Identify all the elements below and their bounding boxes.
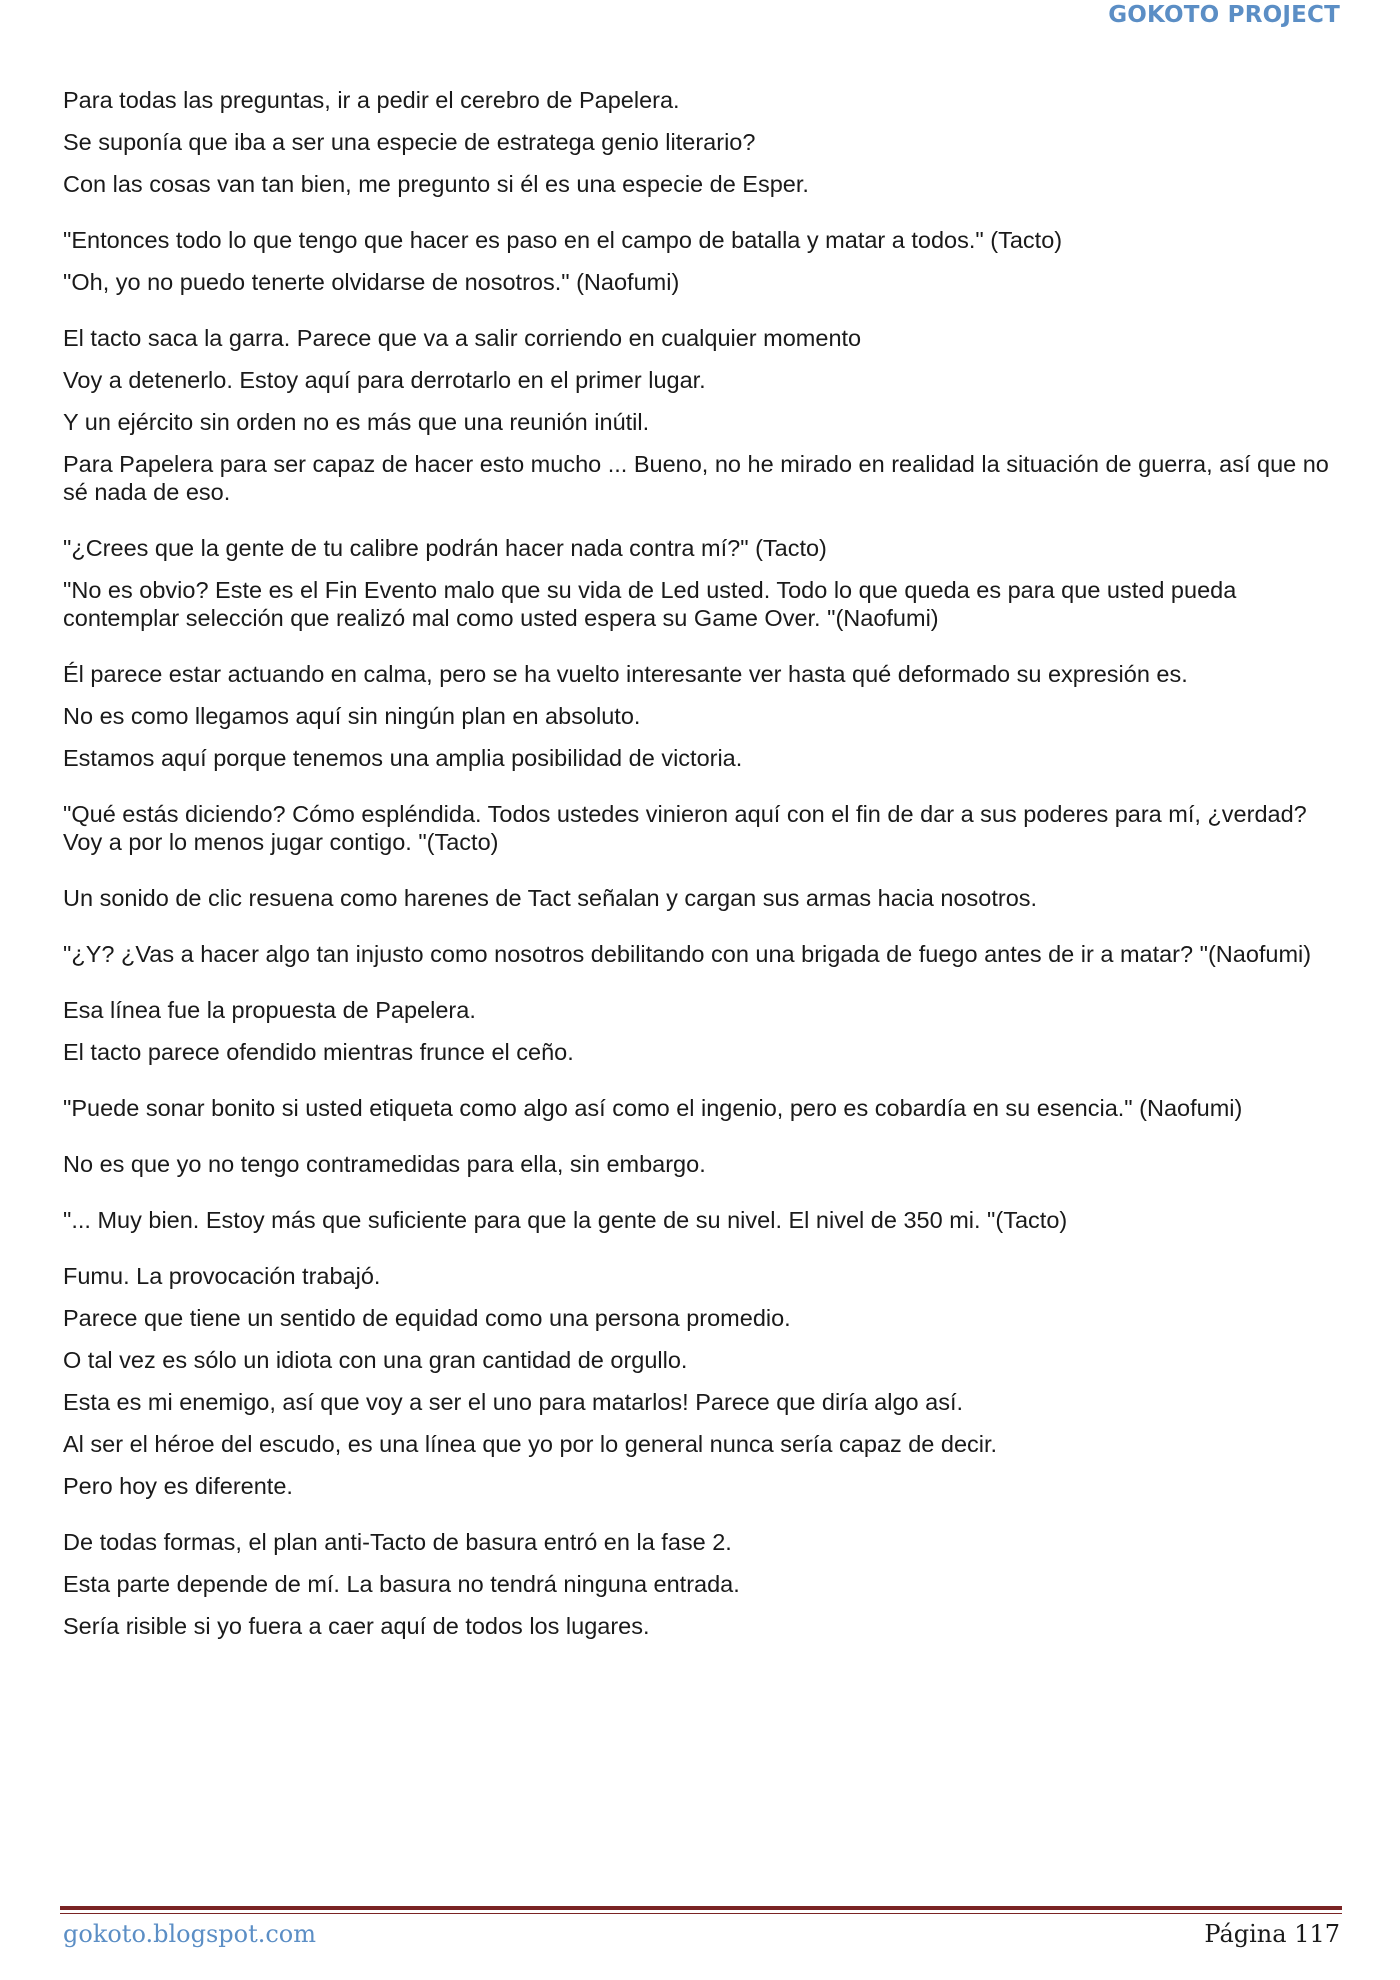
text-line: Y un ejército sin orden no es más que una reunión inútil. [63, 409, 650, 435]
text-line: Fumu. La provocación trabajó. [63, 1263, 381, 1289]
text-line: Un sonido de clic resuena como harenes de Tact señalan y cargan sus armas hacia nosotros. [63, 885, 1038, 911]
page-number: Página 117 [1204, 1920, 1340, 1948]
text-line: El tacto saca la garra. Parece que va a salir corriendo en cualquier momento [63, 325, 862, 351]
text-line: "... Muy bien. Estoy más que suficiente para que la gente de su nivel. El nivel de 350 mi. "(Tacto) [63, 1207, 1068, 1233]
text-line: "No es obvio? Este es el Fin Evento malo que su vida de Led usted. Todo lo que queda es para que usted pueda contemplar selección que realizó mal como usted espera su Game Over. "(Naofumi) [63, 577, 1237, 631]
text-line: Parece que tiene un sentido de equidad como una persona promedio. [63, 1305, 791, 1331]
text-line: Voy a detenerlo. Estoy aquí para derrotarlo en el primer lugar. [63, 367, 706, 393]
text-line: O tal vez es sólo un idiota con una gran cantidad de orgullo. [63, 1347, 688, 1373]
text-line: Se suponía que iba a ser una especie de estratega genio literario? [63, 129, 756, 155]
text-line: Estamos aquí porque tenemos una amplia posibilidad de victoria. [63, 745, 743, 771]
text-line: "Puede sonar bonito si usted etiqueta como algo así como el ingenio, pero es cobardía en su esencia." (Naofumi) [63, 1095, 1243, 1121]
text-line: "Entonces todo lo que tengo que hacer es paso en el campo de batalla y matar a todos." (Tacto) [63, 227, 1063, 253]
text-line: "¿Y? ¿Vas a hacer algo tan injusto como nosotros debilitando con una brigada de fuego antes de ir a matar? "(Naofumi) [63, 941, 1312, 967]
text-line: Esa línea fue la propuesta de Papelera. [63, 997, 476, 1023]
text-line: Al ser el héroe del escudo, es una línea que yo por lo general nunca sería capaz de decir. [63, 1431, 998, 1457]
text-line: Con las cosas van tan bien, me pregunto si él es una especie de Esper. [63, 171, 809, 197]
page-body [63, 86, 1335, 1654]
text-line: Esta parte depende de mí. La basura no tendrá ninguna entrada. [63, 1571, 740, 1597]
text-line: De todas formas, el plan anti-Tacto de basura entró en la fase 2. [63, 1529, 732, 1555]
text-line: Sería risible si yo fuera a caer aquí de todos los lugares. [63, 1613, 650, 1639]
footer-divider [60, 1906, 1342, 1910]
header-brand: GOKOTO PROJECT [1108, 2, 1340, 28]
text-line: Él parece estar actuando en calma, pero se ha vuelto interesante ver hasta qué deformado su expresión es. [63, 661, 1188, 687]
text-line: Esta es mi enemigo, así que voy a ser el uno para matarlos! Parece que diría algo así. [63, 1389, 964, 1415]
text-line: No es como llegamos aquí sin ningún plan en absoluto. [63, 703, 641, 729]
text-line: Pero hoy es diferente. [63, 1473, 293, 1499]
text-line: El tacto parece ofendido mientras frunce el ceño. [63, 1039, 574, 1065]
text-line: Para Papelera para ser capaz de hacer esto mucho ... Bueno, no he mirado en realidad la situación de guerra, así que no sé nada de eso. [63, 451, 1329, 505]
text-line: "Qué estás diciendo? Cómo espléndida. Todos ustedes vinieron aquí con el fin de dar a sus poderes para mí, ¿verdad? Voy a por lo menos jugar contigo. "(Tacto) [63, 801, 1307, 855]
text-line: "Oh, yo no puedo tenerte olvidarse de nosotros." (Naofumi) [63, 269, 680, 295]
text-line: "¿Crees que la gente de tu calibre podrán hacer nada contra mí?" (Tacto) [63, 535, 827, 561]
text-line: No es que yo no tengo contramedidas para ella, sin embargo. [63, 1151, 706, 1177]
footer-site-link[interactable]: gokoto.blogspot.com [63, 1920, 317, 1948]
footer-divider-thin [60, 1913, 1342, 1914]
text-line: Para todas las preguntas, ir a pedir el cerebro de Papelera. [63, 87, 680, 113]
